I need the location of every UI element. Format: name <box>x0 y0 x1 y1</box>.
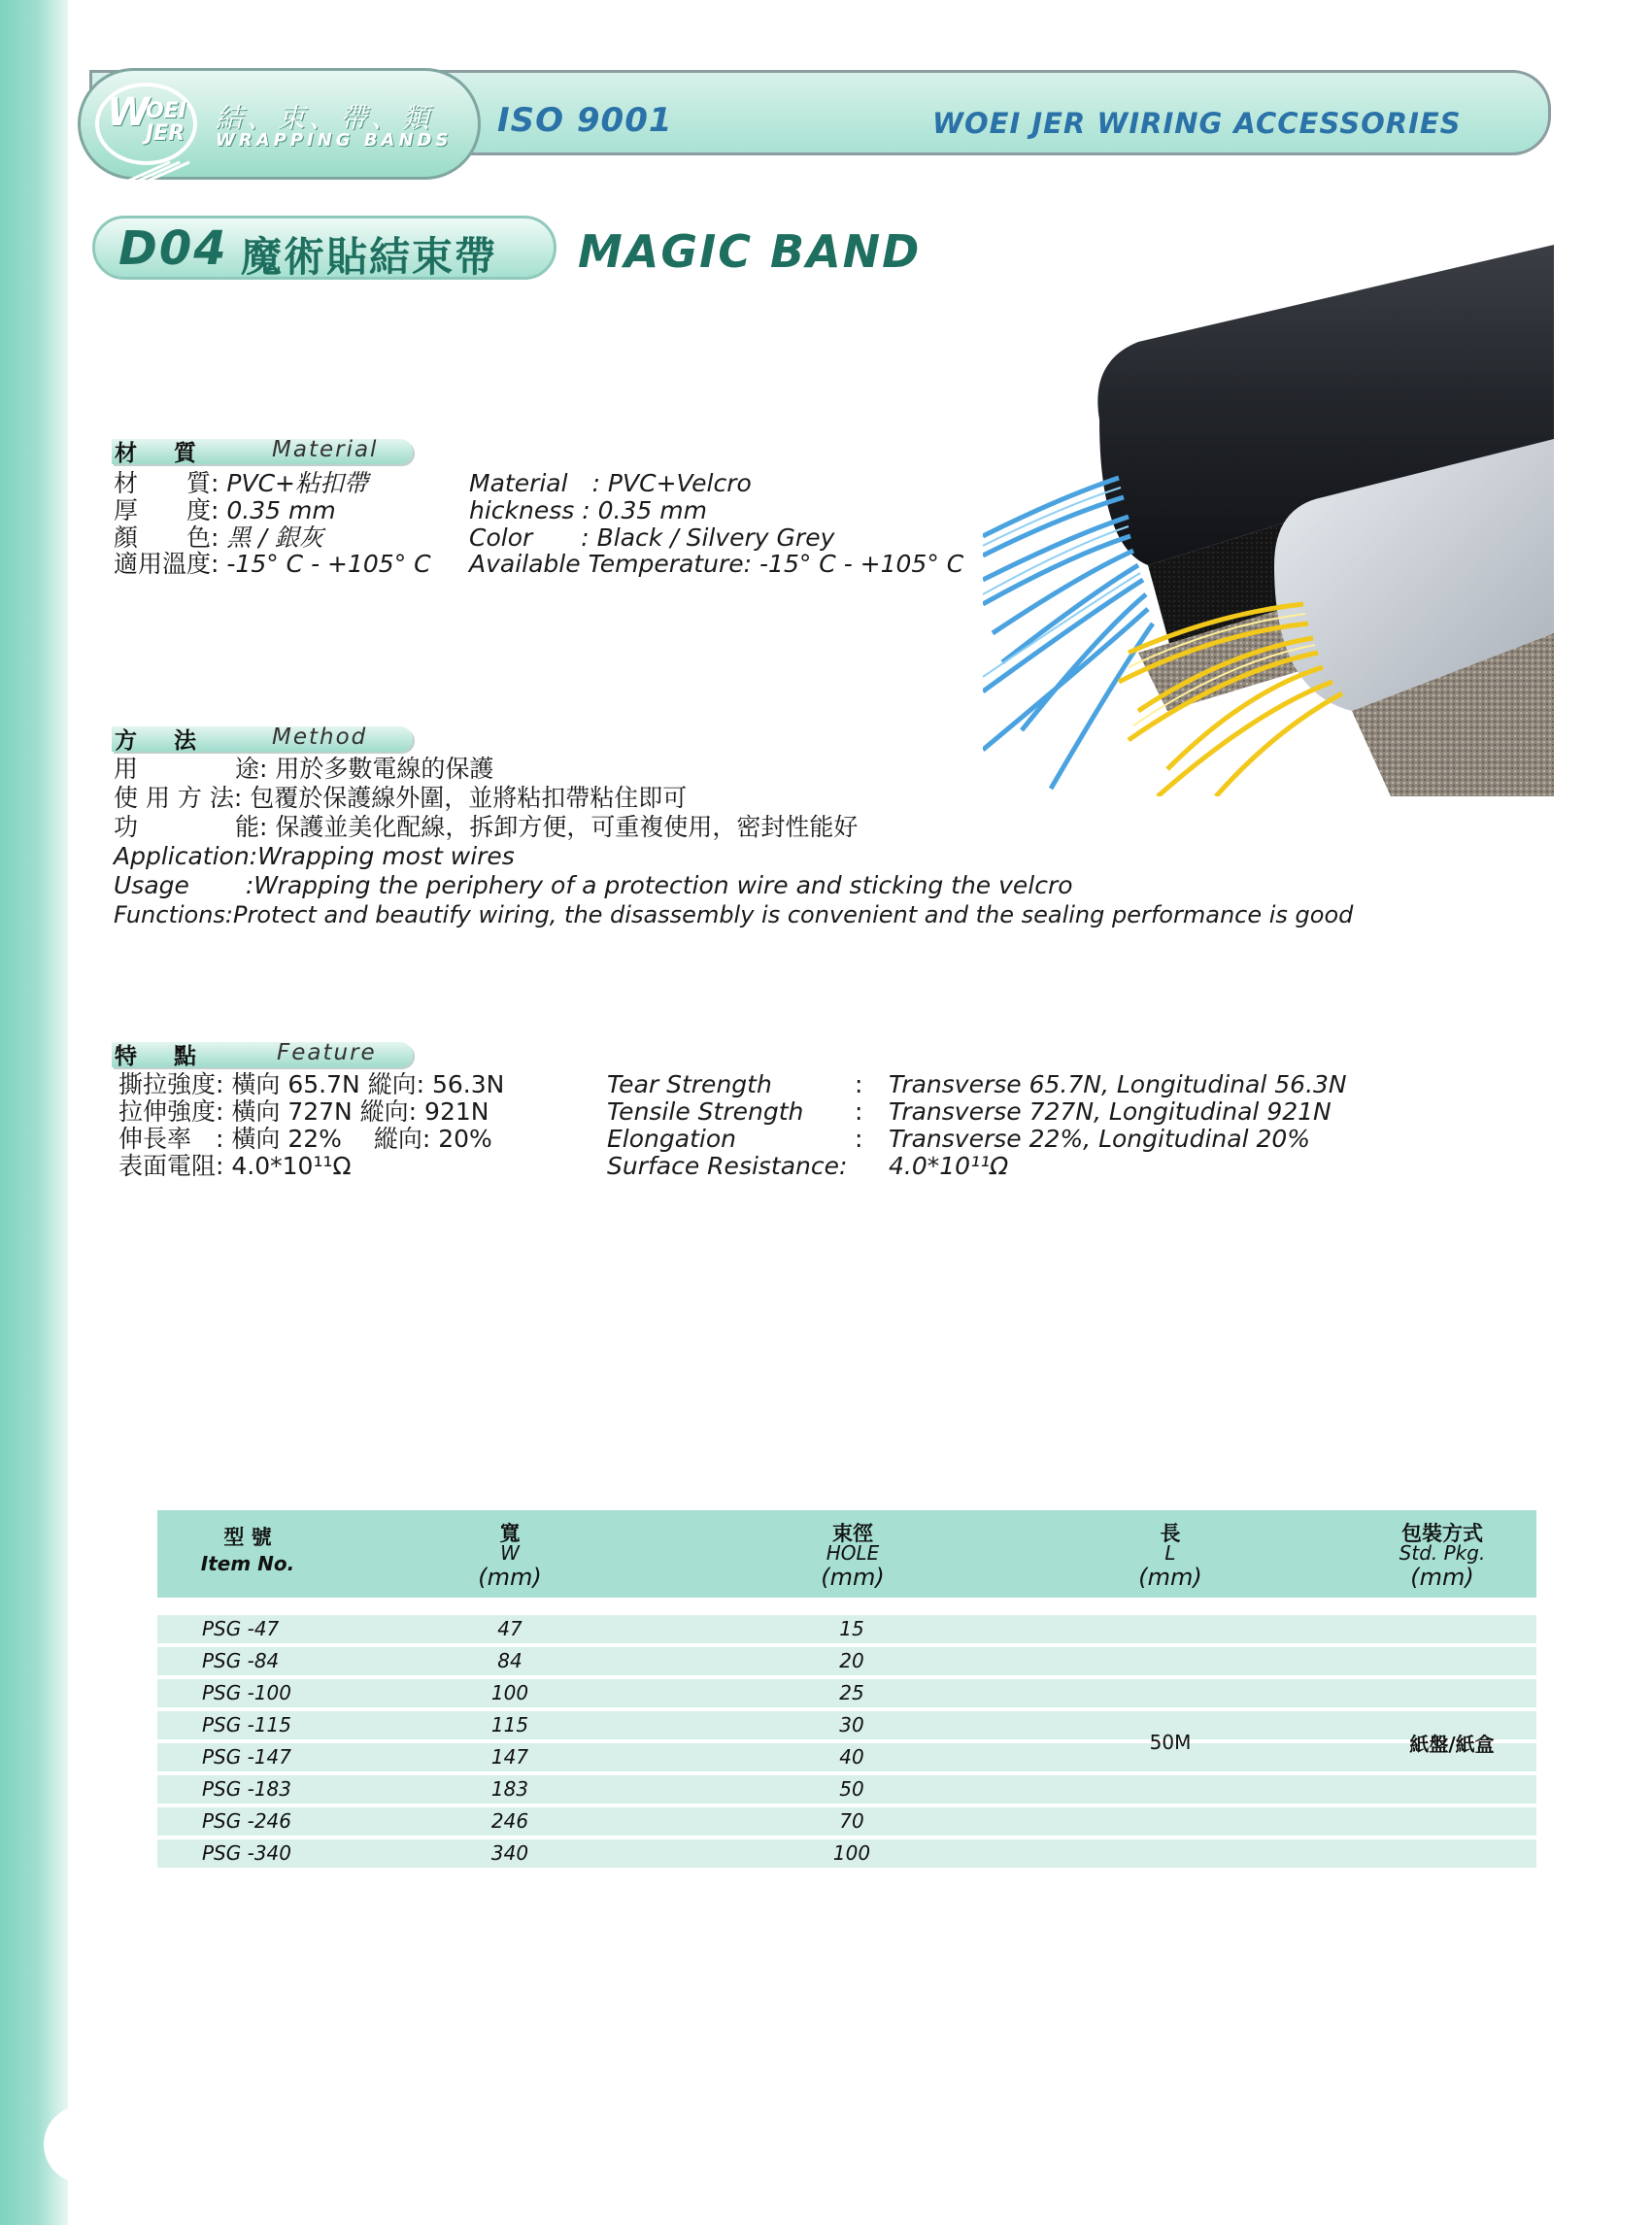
feature-line: 表面電阻: 4.0*10¹¹Ω <box>118 1152 352 1180</box>
cell-width: 147 <box>490 1745 529 1769</box>
spec-value: PVC+粘扣帶 <box>226 469 368 497</box>
feature-value-english: Transverse 22%, Longitudinal 20% <box>889 1125 1311 1153</box>
feature-label-english: Feature <box>277 1040 377 1065</box>
product-code: D04 <box>118 221 228 276</box>
spec-key: 適用溫度: <box>114 550 219 578</box>
header-hole-cn: 束徑 <box>832 1522 873 1545</box>
cell-item-no: PSG -47 <box>202 1617 280 1640</box>
left-edge-band <box>0 0 68 2225</box>
cell-width: 84 <box>497 1649 523 1672</box>
method-line: 功 能: 保護並美化配線，拆卸方便，可重複使用，密封性能好 <box>114 813 859 841</box>
feature-key-english: Tensile Strength <box>607 1097 804 1126</box>
method-label-english: Method <box>272 725 368 750</box>
company-name: WOEI JER WIRING ACCESSORIES <box>932 107 1462 140</box>
logo-english-text: WRAPPING BANDS <box>216 130 453 151</box>
iso-certification: ISO 9001 <box>497 101 673 140</box>
cell-hole: 20 <box>839 1649 864 1672</box>
material-label-chinese: 材質 <box>115 441 233 466</box>
header-length-cn: 長 <box>1160 1522 1181 1545</box>
cell-width: 47 <box>497 1617 523 1640</box>
edge-decoration-dot <box>44 2106 121 2183</box>
feature-colon: : <box>855 1097 863 1126</box>
method-line-english: Usage :Wrapping the periphery of a protection wire and sticking the velcro <box>114 871 1073 899</box>
material-label-english: Material <box>272 437 379 462</box>
cell-width: 183 <box>490 1777 529 1801</box>
cell-item-no: PSG -115 <box>202 1713 292 1736</box>
spec-key: 材 質: <box>114 469 219 497</box>
feature-label-chinese: 特點 <box>115 1044 233 1069</box>
header-width-cn: 寬 <box>499 1522 521 1545</box>
header-width-unit: (mm) <box>478 1564 542 1591</box>
feature-value-english: Transverse 727N, Longitudinal 921N <box>889 1097 1332 1126</box>
cell-hole: 70 <box>839 1809 864 1833</box>
feature-key-english: Tear Strength <box>607 1070 772 1098</box>
material-spec-english: Material : PVC+Velcro <box>469 469 752 497</box>
header-hole-unit: (mm) <box>821 1564 885 1591</box>
header-length-unit: (mm) <box>1138 1564 1202 1591</box>
method-line-english: Application:Wrapping most wires <box>114 842 515 870</box>
spec-value: 0.35 mm <box>226 496 336 524</box>
package-value: 紙盤/紙盒 <box>1409 1733 1495 1756</box>
method-line-english: Functions:Protect and beautify wiring, the disassembly is convenient and the sealing performance is good <box>114 901 1354 928</box>
cell-item-no: PSG -147 <box>202 1745 292 1769</box>
spec-value: 黑 / 銀灰 <box>226 523 323 552</box>
header-length-en: L <box>1164 1541 1176 1565</box>
spec-key: 顏 色: <box>114 523 219 552</box>
material-spec-row <box>114 524 323 552</box>
cell-hole: 30 <box>839 1713 864 1736</box>
feature-line: 拉伸強度: 橫向 727N 縱向: 921N <box>118 1097 489 1126</box>
header-item-en: Item No. <box>200 1552 295 1575</box>
header-package-en: Std. Pkg. <box>1399 1541 1486 1565</box>
logo-swoosh-icon <box>112 160 204 189</box>
material-spec-english: Available Temperature: -15° C - +105° C <box>469 550 964 578</box>
cell-width: 246 <box>490 1809 529 1833</box>
length-value: 50M <box>1149 1731 1192 1754</box>
feature-line: 伸長率 : 橫向 22% 縱向: 20% <box>118 1125 492 1153</box>
cell-hole: 100 <box>832 1841 871 1865</box>
header-width-en: W <box>500 1541 520 1565</box>
cell-hole: 15 <box>839 1617 864 1640</box>
logo-mark-sub: OEI JER <box>146 99 186 147</box>
cell-item-no: PSG -84 <box>202 1649 280 1672</box>
logo-chinese-text: 結、束、帶、類 <box>216 102 434 134</box>
material-spec-row <box>114 551 431 578</box>
header-item-cn: 型 號 <box>223 1526 272 1549</box>
feature-colon: : <box>855 1125 863 1153</box>
logo-mark: W <box>107 90 148 135</box>
cell-width: 100 <box>490 1681 529 1704</box>
cell-hole: 40 <box>839 1745 864 1769</box>
material-spec-english: Color : Black / Silvery Grey <box>469 523 835 552</box>
method-line: 使 用 方 法: 包覆於保護線外圍，並將粘扣帶粘住即可 <box>114 784 688 812</box>
feature-line: 撕拉強度: 橫向 65.7N 縱向: 56.3N <box>118 1070 505 1098</box>
feature-key-english: Elongation <box>607 1125 736 1153</box>
product-title-english: MAGIC BAND <box>578 225 922 278</box>
header-package-cn: 包裝方式 <box>1401 1522 1483 1545</box>
cell-item-no: PSG -100 <box>202 1681 292 1704</box>
cell-hole: 25 <box>839 1681 864 1704</box>
cell-item-no: PSG -183 <box>202 1777 292 1801</box>
header-hole-en: HOLE <box>826 1541 880 1565</box>
material-spec-english: hickness : 0.35 mm <box>469 496 707 524</box>
feature-key-english: Surface Resistance: <box>607 1152 848 1180</box>
feature-value-english: Transverse 65.7N, Longitudinal 56.3N <box>889 1070 1347 1098</box>
feature-value-english: 4.0*10¹¹Ω <box>889 1152 1009 1180</box>
spec-key: 厚 度: <box>114 496 219 524</box>
cell-item-no: PSG -246 <box>202 1809 292 1833</box>
feature-colon: : <box>855 1070 863 1098</box>
cell-width: 115 <box>490 1713 529 1736</box>
product-title-chinese: 魔術貼結束帶 <box>241 233 498 281</box>
cell-hole: 50 <box>839 1777 864 1801</box>
cell-item-no: PSG -340 <box>202 1841 292 1865</box>
method-line: 用 途: 用於多數電線的保護 <box>114 755 494 783</box>
material-spec-row <box>114 470 368 497</box>
product-photo <box>983 245 1554 796</box>
method-label-chinese: 方法 <box>115 728 233 754</box>
material-spec-row <box>114 497 336 524</box>
header-package-unit: (mm) <box>1410 1564 1474 1591</box>
cell-width: 340 <box>490 1841 529 1865</box>
spec-value: -15° C - +105° C <box>226 550 431 578</box>
